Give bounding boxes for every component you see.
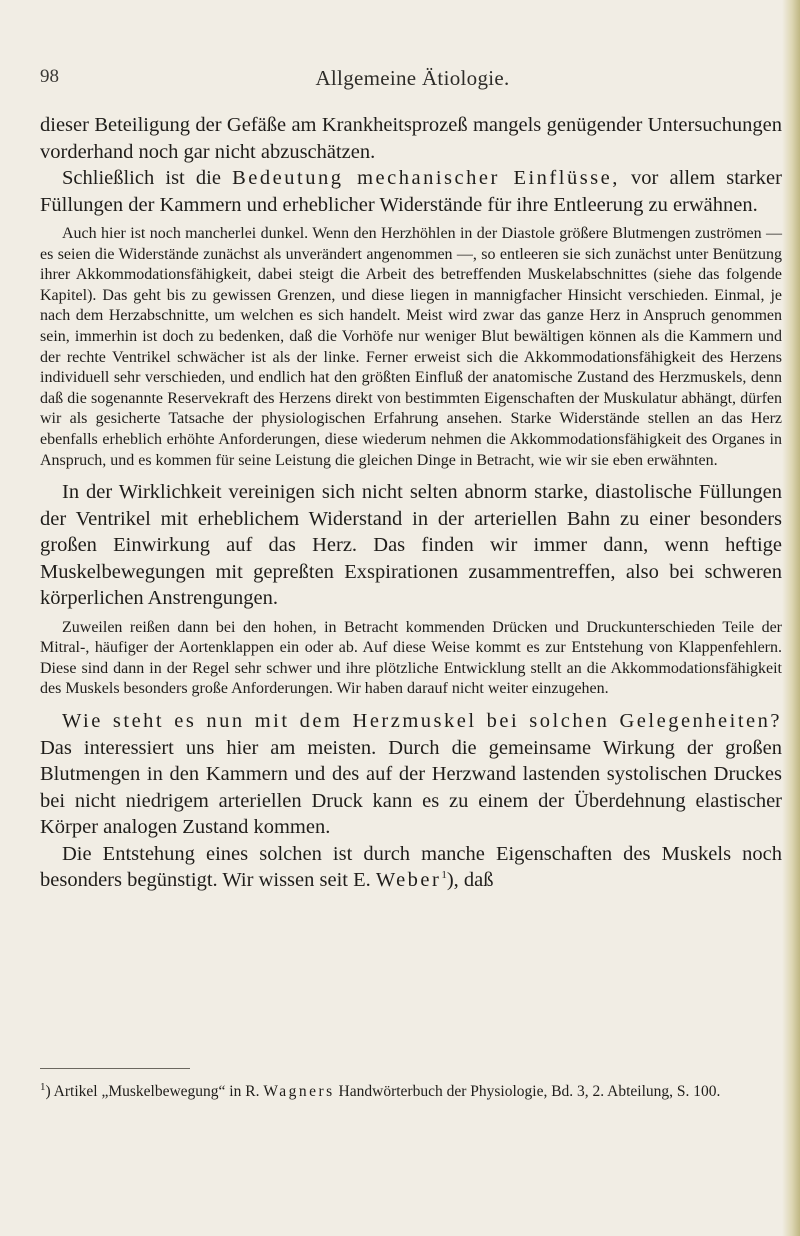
page-number: 98 [40,66,59,87]
author-name-weber: Weber [375,869,442,891]
page-header [40,66,785,96]
emphasis-question: Wie steht es nun mit dem Herzmuskel bei solchen Gelegenheiten? [62,710,782,732]
footnote [40,1082,782,1102]
paragraph-7-start: Die Entstehung eines solchen ist durch manche Eigenschaften des Muskels noch besonders begünstigt. Wir wissen seit E. [40,842,782,891]
paragraph-6 [40,708,782,841]
paragraph-7-end: ), daß [446,869,494,891]
paragraph-2-start: Schließlich ist die [62,167,233,189]
footnote-author-name: Wagners [263,1083,335,1100]
running-title: Allgemeine Ätiologie. [315,66,510,90]
paragraph-2 [40,165,782,218]
page-body [40,112,782,894]
footnote-divider [40,1068,190,1069]
footnote-mark: 1 [40,1080,46,1093]
paragraph-5-small: Zuweilen reißen dann bei den hohen, in Betracht kommenden Drücken und Druckunterschieden Teile der Mitral-, häufiger der Aortenklappen ein oder ab. Auf diese Weise kommt es zur Entstehung von Klappenfehlern. Diese sind dann in der Regel sehr schwer und ihre plötzliche Entwicklung stellt an die Akkommodationsfähigkeit des Muskels besonders große Anforderungen. Wir haben darauf nicht weiter einzugehen. [40,618,782,698]
emphasis-mechanical-influences: Bedeutung mechanischer Einflüsse, [232,167,620,189]
footnote-text-b: Handwörterbuch der Physiologie, Bd. 3, 2. Abteilung, S. 100. [334,1083,721,1100]
paragraph-4: In der Wirklichkeit vereinigen sich nicht selten abnorm starke, diastolische Füllungen der Ventrikel mit erheblichem Widerstand in der arteriellen Bahn zu einer besonders großen Einwirkung auf das Herz. Das finden wir immer dann, wenn heftige Muskelbewegungen mit gepreßten Exspirationen zusammentreffen, also bei schweren körperlichen Anstrengungen. [40,481,782,610]
paragraph-6-rest: Das interessiert uns hier am meisten. Durch die gemeinsame Wirkung der großen Blutmengen in den Kammern und des auf der Herzwand lastenden systolischen Druckes bei nicht niedrigem arteriellen Druck kann es zu einem der Überdehnung elastischer Körper analogen Zustand kommen. [40,736,782,838]
paragraph-3-small: Auch hier ist noch mancherlei dunkel. Wenn den Herzhöhlen in der Diastole größere Blutmengen zuströmen — es seien die Widerstände zunächst als unverändert angenommen —, so entleeren sie sich zunächst unter Benützung ihrer Akkommodationsfähigkeit, dabei steigt die Arbeit des betreffenden Muskelabschnittes (siehe das folgende Kapitel). Das geht bis zu gewissen Grenzen, und diese liegen in mannigfacher Hinsicht verschieden. Einmal, je nach dem Herzabschnitte, um welchen es sich handelt. Meist wird zwar das ganze Herz in Anspruch genommen sein, immerhin ist doch zu bedenken, daß die Vorhöfe nur weniger Blut bewältigen können als die Kammern und der rechte Ventrikel schwächer ist als der linke. Ferner erweist sich die Akkommodationsfähigkeit des Herzens individuell sehr verschieden, und endlich hat den größten Einfluß der anatomische Zustand des Herzmuskels, denn daß die sogenannte Reservekraft des Herzens direkt von bestimmten Eigenschaften der Muskulatur abhängt, dürfen wir als gesicherte Tatsache der physiologischen Erfahrung ansehen. Starke Widerstände stellen an das Herz ebenfalls erheblich erhöhte Anforderungen, diese wiederum nehmen die Akkommodationsfähigkeit des Organes in Anspruch, und es kommen für seine Leistung die gleichen Dinge in Betracht, wie wir sie eben erwähnten. [40,225,782,469]
paragraph-7 [40,841,782,894]
footnote-reference: 1 [441,869,447,882]
page-edge-shadow [782,0,800,1236]
paragraph-2-end: vor allem starker Füllungen der Kammern und erheblicher Widerstände für ihre Entleerung zu erwähnen. [40,167,782,216]
footnote-text-a: ) Artikel „Muskelbewegung“ in R. [45,1083,264,1100]
paragraph-1: dieser Beteiligung der Gefäße am Krankheitsprozeß mangels genügender Untersuchungen vorderhand noch gar nicht abzuschätzen. [40,114,782,163]
